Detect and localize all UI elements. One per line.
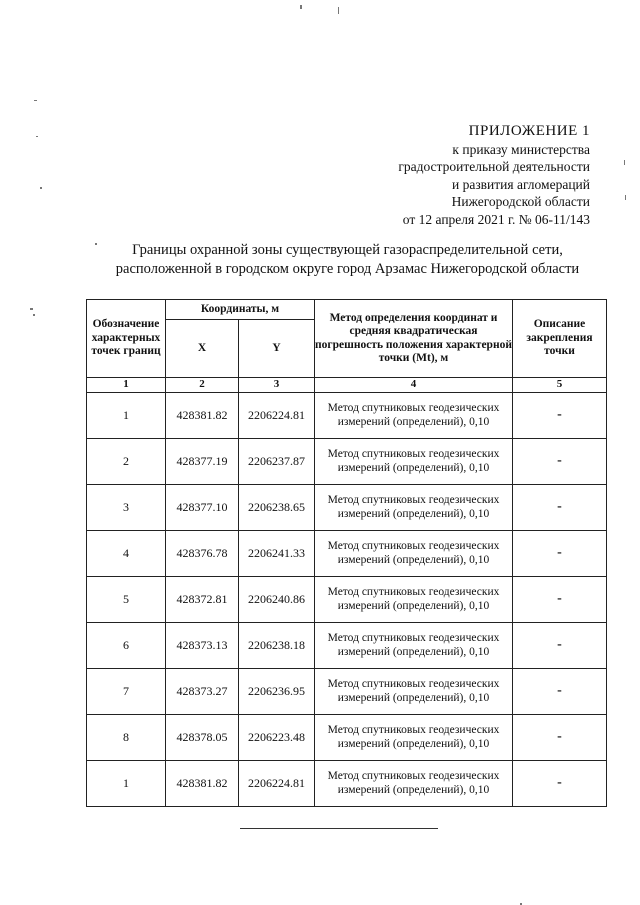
cell-method: Метод спутниковых геодезических измерений (определений), 0,10 [315,622,513,668]
title-line: расположенной в городском округе город Арзамас Нижегородской области [115,261,580,277]
cell-x: 428381.82 [166,392,239,438]
table-row [87,760,607,806]
cell-method: Метод спутниковых геодезических измерений (определений), 0,10 [315,714,513,760]
cell-x: 428373.13 [166,622,239,668]
cell-x: 428372.81 [166,576,239,622]
cell-point: 1 [87,392,166,438]
scan-speck [625,195,626,200]
appendix-line: от 12 апреля 2021 г. № 06-11/143 [402,211,590,227]
column-number: 1 [87,378,166,393]
cell-description: - [513,438,607,484]
cell-point: 4 [87,530,166,576]
table-row [87,530,607,576]
table-row [87,484,607,530]
cell-description: - [513,392,607,438]
header-coords: Координаты, м [166,300,315,320]
cell-point: 2 [87,438,166,484]
appendix-block [320,123,590,228]
cell-point: 8 [87,714,166,760]
table-row [87,392,607,438]
header-point: Обозначение характерных точек границ [87,300,166,378]
scan-speck [624,160,625,165]
bottom-divider [240,828,438,829]
cell-point: 6 [87,622,166,668]
cell-x: 428377.19 [166,438,239,484]
cell-y: 2206238.18 [239,622,315,668]
scan-speck [95,243,97,245]
cell-description: - [513,484,607,530]
appendix-line: Нижегородской области [451,194,590,209]
appendix-line: и развития агломераций [451,176,590,192]
cell-method: Метод спутниковых геодезических измерений (определений), 0,10 [315,530,513,576]
cell-method: Метод спутниковых геодезических измерений (определений), 0,10 [315,760,513,806]
scan-speck [40,187,42,189]
cell-description: - [513,714,607,760]
cell-description: - [513,576,607,622]
scan-speck [30,308,33,310]
column-number: 4 [315,378,513,393]
cell-description: - [513,530,607,576]
scan-speck [34,100,37,101]
appendix-line: градостроительной деятельности [398,159,590,174]
table-row [87,576,607,622]
cell-x: 428381.82 [166,760,239,806]
table-row [87,622,607,668]
cell-x: 428377.10 [166,484,239,530]
cell-point: 3 [87,484,166,530]
coordinates-table [86,299,607,807]
cell-y: 2206237.87 [239,438,315,484]
scan-speck [36,136,38,137]
column-number: 5 [513,378,607,393]
header-x: X [166,320,239,378]
column-number: 3 [239,378,315,393]
cell-method: Метод спутниковых геодезических измерений (определений), 0,10 [315,484,513,530]
title-line: Границы охранной зоны существующей газораспределительной сети, [132,242,563,258]
scan-speck [338,7,339,14]
cell-method: Метод спутниковых геодезических измерений (определений), 0,10 [315,392,513,438]
cell-method: Метод спутниковых геодезических измерений (определений), 0,10 [315,668,513,714]
table-row [87,668,607,714]
cell-y: 2206223.48 [239,714,315,760]
scan-speck [300,5,302,9]
table-row [87,714,607,760]
header-description: Описание закрепления точки [513,300,607,378]
cell-point: 5 [87,576,166,622]
appendix-line: к приказу министерства [452,141,590,157]
cell-y: 2206241.33 [239,530,315,576]
cell-description: - [513,622,607,668]
table-row [87,438,607,484]
cell-point: 1 [87,760,166,806]
appendix-heading: ПРИЛОЖЕНИЕ 1 [468,123,590,139]
cell-x: 428373.27 [166,668,239,714]
header-method: Метод определения координат и средняя квадратическая погрешность положения характерной точки (Mt), м [315,300,513,378]
cell-y: 2206224.81 [239,760,315,806]
cell-y: 2206236.95 [239,668,315,714]
document-title [60,241,635,279]
cell-method: Метод спутниковых геодезических измерений (определений), 0,10 [315,576,513,622]
cell-method: Метод спутниковых геодезических измерений (определений), 0,10 [315,438,513,484]
cell-y: 2206238.65 [239,484,315,530]
cell-description: - [513,760,607,806]
cell-y: 2206240.86 [239,576,315,622]
cell-description: - [513,668,607,714]
scan-speck [33,314,35,316]
cell-x: 428378.05 [166,714,239,760]
header-y: Y [239,320,315,378]
column-number: 2 [166,378,239,393]
cell-y: 2206224.81 [239,392,315,438]
cell-point: 7 [87,668,166,714]
cell-x: 428376.78 [166,530,239,576]
